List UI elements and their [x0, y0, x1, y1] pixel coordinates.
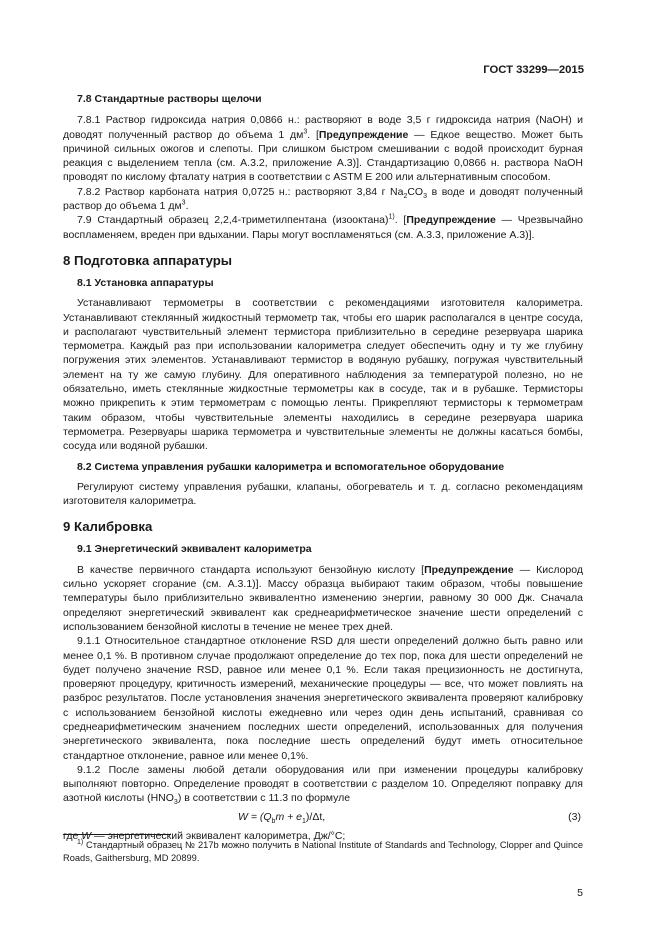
- section-7-8-heading: 7.8 Стандартные растворы щелочи: [77, 93, 262, 105]
- page-number: 5: [577, 887, 583, 899]
- section-9-1-heading: 9.1 Энергетический эквивалент калориметра: [77, 543, 312, 556]
- paragraph-7-8-2: 7.8.2 Раствор карбоната натрия 0,0725 н.: растворяют 3,84 г $Na_2CO_3$ в воде и доводят полученный раствор до объема 1 $дм^3$.: [63, 185, 583, 213]
- paragraph-9-1: В качестве первичного стандарта используют бензойную кислоту [Предупреждение — Кислород сильно ускоряет сгорание (см. А.3.1)]. Массу образца выбирают таким образом, чтобы повышение температуры было приблизительно эквивалентно изменению энергии, равному 30 000 Дж. Сначала определяют энергетический эквивалент как среднеарифметическое значение шести определений с использованием бензойной кислоты в течение не менее трех дней.: [63, 563, 583, 633]
- footnote-divider: [63, 834, 171, 835]
- paragraph-7-9: 7.9 Стандартный образец 2,2,4-триметилпентана (изооктана)$^{1)}$. [Предупреждение — Чрезвычайно воспламеняем, вреден при вдыхании. Пары могут воспламеняться (см. А.3.3, приложение А.3)].: [63, 213, 583, 241]
- section-8-2-heading: 8.2 Система управления рубашки калориметра и вспомогательное оборудование: [77, 460, 505, 473]
- section-8-1-heading: 8.1 Установка аппаратуры: [77, 276, 214, 289]
- warning-label: Предупреждение: [406, 214, 496, 227]
- formula-expression: $W = (Q_bm + e_1)/\Delta t$,: [238, 810, 326, 825]
- paragraph-9-1-1: 9.1.1 Относительное стандартное отклонение RSD для шести определений должно быть равно или менее 0,1 %. В противном случае продолжают определение до тех пор, пока для шести определений не будет получено значение RSD, равное или менее 0,1 %. Если такая прецизионность не достигнута, проверяют процедуру, критичность измерений, механические процедуры — все, что может повлиять на разброс результатов. После установления значения энергетического эквивалента проверяют калибровку с использованием бензойной кислоты ежедневно или через один день испытаний, сравнивая со среднеарифметическим значением последних шести определений, использованных для получения энергетического эквивалента, пока последние шесть определений будут иметь относительное стандартное отклонение, равное или менее 0,1%.: [63, 635, 583, 762]
- section-8-heading: 8 Подготовка аппаратуры: [63, 252, 233, 268]
- standard-header: ГОСТ 33299—2015: [483, 64, 584, 76]
- paragraph-8-2: Регулируют систему управления рубашки, клапаны, обогреватель и т. д. согласно рекомендациям изготовителя калориметра.: [63, 480, 583, 508]
- paragraph-7-8-1: 7.8.1 Раствор гидроксида натрия 0,0866 н.: растворяют в воде 3,5 г гидроксида натрия (NaOH) и доводят полученный раствор до объема 1 $дм^3$. [Предупреждение — Едкое вещество. Может быть причиной сильных ожогов и слепоты. При слишком быстром смешивании с водой происходит бурная реакция с выделением тепла (см. А.3.2, приложение А.3)]. Стандартизацию 0,0866 н. раствора NaOH проводят по кислому фталату натрия в соответствии с ASTM E 200 или альтернативным способом.: [63, 114, 583, 184]
- formula-number: (3): [568, 810, 581, 823]
- formula-3: [63, 809, 583, 825]
- paragraph-8-1: Устанавливают термометры в соответствии с рекомендациями изготовителя калориметра. Устанавливают стеклянный жидкостный термометр так, чтобы его шарик располагался в центре сосуда, и располагают чувствительный элемент термистора приблизительно в середине резервуара шарика термометра. Каждый раз при использовании калориметра следует обеспечить одну и ту же глубину погружения этих элементов. Устанавливают термистор в водяную рубашку, погружая чувствительный элемент на ту же самую глубину. Для оперативного наблюдения за температурой полезно, но не обязательно, иметь стеклянные жидкостные термометры как в сосуде, так и в рубашке. Термисторы можно прикрепить к этим термометрам с помощью ленты. Прикрепляют термисторы к термометрам таким образом, чтобы чувствительные элементы находились в середине резервуара шарика термометра. Резервуары шарика термометра и чувствительные элементы не должны касаться бомбы, сосуда или водяной рубашки.: [63, 297, 583, 453]
- footnote: $^{1)}$ Стандартный образец № 217b можно получить в National Institute of Standards and Technology, Clopper and Quince Roads, Gaithersburg, MD 20899.: [63, 838, 583, 863]
- page-content: [63, 92, 583, 843]
- formula-where: где W — энергетический эквивалент калориметра, Дж/°С;: [63, 829, 346, 842]
- warning-label: Предупреждение: [424, 563, 514, 576]
- section-9-heading: 9 Калибровка: [63, 519, 153, 535]
- warning-label: Предупреждение: [318, 128, 409, 141]
- paragraph-9-1-2: 9.1.2 После замены любой детали оборудования или при изменении процедуры калибровку выполняют повторно. Определение проводят в соответствии с разделом 10. Определяют поправку для азотной кислоты $(HNO_3)$ в соответствии с 11.3 по формуле: [63, 763, 583, 807]
- footnote-mark: 1): [77, 838, 84, 846]
- footnote-ref: 1): [388, 213, 395, 221]
